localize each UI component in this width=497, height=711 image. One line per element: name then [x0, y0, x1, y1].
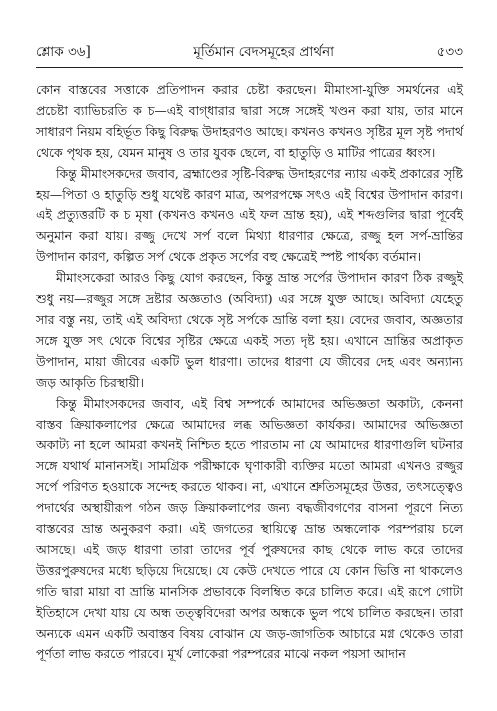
running-header — [36, 40, 463, 68]
verse-reference: শ্লোক ৩৬] — [36, 44, 91, 60]
page-number: ৫৩৩ — [436, 44, 463, 60]
paragraph: কোন বাস্তবের সত্তাকে প্রতিপাদন করার চেষ্টা করছেন। মীমাংসা-যুক্তি সমর্থনের এই প্রচেষ্টা ব্যাভিচরতি ক চ—এই বাগ্‌ধারার দ্বারা সঙ্গে সঙ্গেই খণ্ডন করা যায়, তার মানে সাধারণ নিয়ম বহির্ভূত কিছু বিরুদ্ধ উদাহরণও আছে। কখনও কখনও সৃষ্টির মূল সৃষ্ট পদার্থ থেকে পৃথক হয়, যেমন মানুষ ও তার যুবক ছেলে, বা হাতুড়ি ও মাটির পাত্রের ধ্বংস। — [36, 82, 463, 160]
page-body — [36, 80, 463, 665]
paragraph: মীমাংসকেরা আরও কিছু যোগ করছেন, কিন্তু ভ্রান্ত সর্পের উপাদান কারণ ঠিক রজ্জুই শুধু নয়—রজ্জুর সঙ্গে দ্রষ্টার অজ্ঞতাও (অবিদ্যা) এর সঙ্গে যুক্ত আছে। অবিদ্যা যেহেতু সার বস্তু নয়, তাই এই অবিদ্যা থেকে সৃষ্ট সর্পকে ভ্রান্তি বলা হয়। বেদের জবাব, অজ্ঞতার সঙ্গে যুক্ত সৎ থেকে বিশ্বের সৃষ্টির ক্ষেত্রে একই সত্য দৃষ্ট হয়। এখানে ভ্রান্তির অপ্রাকৃত উপাদান, মায়া জীবের একটি ভুল ধারণা। তাদের ধারণা যে জীবের দেহ এবং অন্যান্য জড় আকৃতি চিরস্থায়ী। — [36, 270, 463, 390]
paragraph: কিন্তু মীমাংসকদের জবাব, ব্রহ্মাণ্ডের সৃষ্টি-বিরুদ্ধ উদাহরণের ন্যায় একই প্রকারের সৃষ্টি হয়—পিতা ও হাতুড়ি শুধু যথেষ্ট কারণ মাত্র, অপরপক্ষে সৎও এই বিশ্বের উপাদান কারণ। এই প্রত্যুত্তরটি ক চ মৃষা (কখনও কখনও এই ফল ভ্রান্ত হয়), এই শব্দগুলির দ্বারা পূর্বেই অনুমান করা যায়। রজ্জু দেখে সর্প বলে মিথ্যা ধারণার ক্ষেত্রে, রজ্জু হল সর্প-ভ্রান্তির উপাদান কারণ, কল্পিত সর্প থেকে প্রকৃত সর্পের বহু ক্ষেত্রেই স্পষ্ট পার্থক্য বর্তমান। — [36, 165, 463, 265]
paragraph: কিন্তু মীমাংসকদের জবাব, এই বিশ্ব সম্পর্কে আমাদের অভিজ্ঞতা অকাট্য, কেননা বাস্তব ক্রিয়াকলাপের ক্ষেত্রে আমাদের লব্ধ অভিজ্ঞতা কার্যকর। আমাদের অভিজ্ঞতা অকাট্য না হলে আমরা কখনই নিশ্চিত হতে পারতাম না যে আমাদের ধারণাগুলি ঘটনার সঙ্গে যথার্থ মানানসই। সামগ্রিক পরীক্ষাকে ঘৃণাকারী ব্যক্তির মতো আমরা এখনও রজ্জুর সর্পে পরিণত হওয়াকে সন্দেহ করতে থাকব। না, এখানে শ্রুতিসমূহের উত্তর, তৎসত্ত্বেও পদার্থের অস্থায়ীরূপ গঠন জড় ক্রিয়াকলাপের জন্য বদ্ধজীবগণের বাসনা পূরণে নিত্য বাস্তবের ভ্রান্ত অনুকরণ করা। এই জগতের স্থায়িত্বে ভ্রান্ত অন্ধলোক পরম্পরায় চলে আসছে। এই জড় ধারণা তারা তাদের পূর্ব পুরুষদের কাছ থেকে লাভ করে তাদের উত্তরপুরুষদের মধ্যে ছড়িয়ে দিয়েছে। যে কেউ দেখতে পারে যে কোন ভিত্তি না থাকলেও গতি দ্বারা মায়া বা ভ্রান্তি মানসিক প্রভাবকে বিলম্বিত করে চালিত করে। এই রূপে গোটা ইতিহাসে দেখা যায় যে অন্ধ তত্ত্ববিদেরা অপর অন্ধকে ভুল পথে চালিত করছেন। তারা অন্যকে এমন একটি অবাস্তব বিষয় বোঝান যে জড়-জাগতিক আচারে মগ্ন থেকেও তারা পূর্ণতা লাভ করতে পারবে। মূর্খ লোকেরা পরম্পরের মাঝে নকল পয়সা আদান — [36, 395, 463, 662]
chapter-title: মূর্তিমান বেদসমূহের প্রার্থনা — [193, 44, 335, 60]
